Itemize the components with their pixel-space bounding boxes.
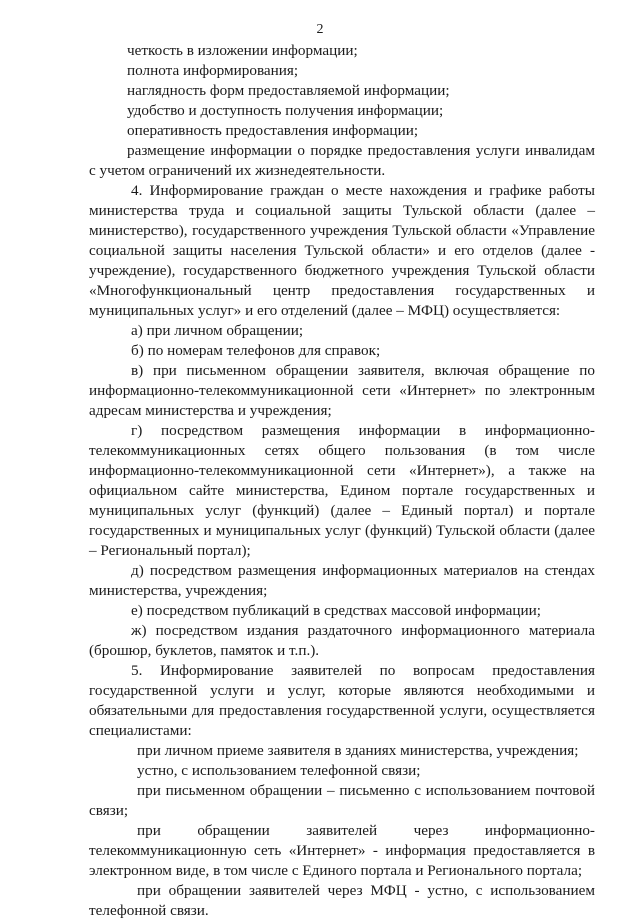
- paragraph-promptness: оперативность предоставления информации;: [127, 122, 419, 139]
- paragraph-item-4d: д) посредством размещения информационных материалов на стендах министерства, учреждения;: [89, 562, 595, 599]
- paragraph-item-4b: б) по номерам телефонов для справок;: [131, 342, 381, 359]
- paragraph-internet: при обращении заявителей через информационно-телекоммуникационную сеть «Интернет» - информация предоставляется в электронном виде, в том числе с Единого портала и Регионального портала;: [89, 822, 595, 879]
- paragraph-phone: устно, с использованием телефонной связи;: [137, 762, 421, 779]
- paragraph-item-4zh: ж) посредством издания раздаточного информационного материала (брошюр, буклетов, памяток и т.п.).: [89, 622, 595, 659]
- paragraph-item-4e: е) посредством публикаций в средствах массовой информации;: [131, 602, 541, 619]
- paragraph-completeness: полнота информирования;: [127, 62, 299, 79]
- paragraph-item-4: 4. Информирование граждан о месте нахождения и графике работы министерства труда и социальной защиты Тульской области (далее – министерство), государственного учреждения Тульской области «Управление социальной защиты населения Тульской области» и его отделов (далее - учреждение), государственного бюджетного учреждения Тульской области «Многофункциональный центр предоставления государственных и муниципальных услуг» и его отделений (далее – МФЦ) осуществляется:: [89, 182, 595, 319]
- page-number: 2: [316, 22, 324, 37]
- paragraph-accessibility: удобство и доступность получения информации;: [127, 102, 444, 119]
- paragraph-item-4v: в) при письменном обращении заявителя, включая обращение по информационно-телекоммуникационной сети «Интернет» по электронным адресам министерства и учреждения;: [89, 362, 595, 419]
- paragraph-item-4g: г) посредством размещения информации в информационно-телекоммуникационных сетях общего пользования (в том числе информационно-телекоммуникационной сети «Интернет»), а также на официальном сайте министерства, Едином портале государственных и муниципальных услуг (функций) (далее – Единый портал) и портале государственных и муниципальных услуг (функций) Тульской области (далее – Региональный портал);: [89, 422, 595, 559]
- paragraph-disabled-info: размещение информации о порядке предоставления услуги инвалидам с учетом ограничений их жизнедеятельности.: [89, 142, 595, 179]
- document-body: [89, 41, 595, 921]
- paragraph-clarity: четкость в изложении информации;: [127, 42, 358, 59]
- paragraph-item-5: 5. Информирование заявителей по вопросам предоставления государственной услуги и услуг, которые являются необходимыми и обязательными для предоставления государственной услуги, осуществляется специалистами:: [89, 662, 595, 739]
- paragraph-mfc: при обращении заявителей через МФЦ - устно, с использованием телефонной связи.: [89, 882, 595, 919]
- paragraph-written: при письменном обращении – письменно с использованием почтовой связи;: [89, 782, 595, 819]
- paragraph-item-4a: а) при личном обращении;: [131, 322, 304, 339]
- paragraph-visual-forms: наглядность форм предоставляемой информации;: [127, 82, 450, 99]
- paragraph-personal-reception: при личном приеме заявителя в зданиях министерства, учреждения;: [137, 742, 579, 759]
